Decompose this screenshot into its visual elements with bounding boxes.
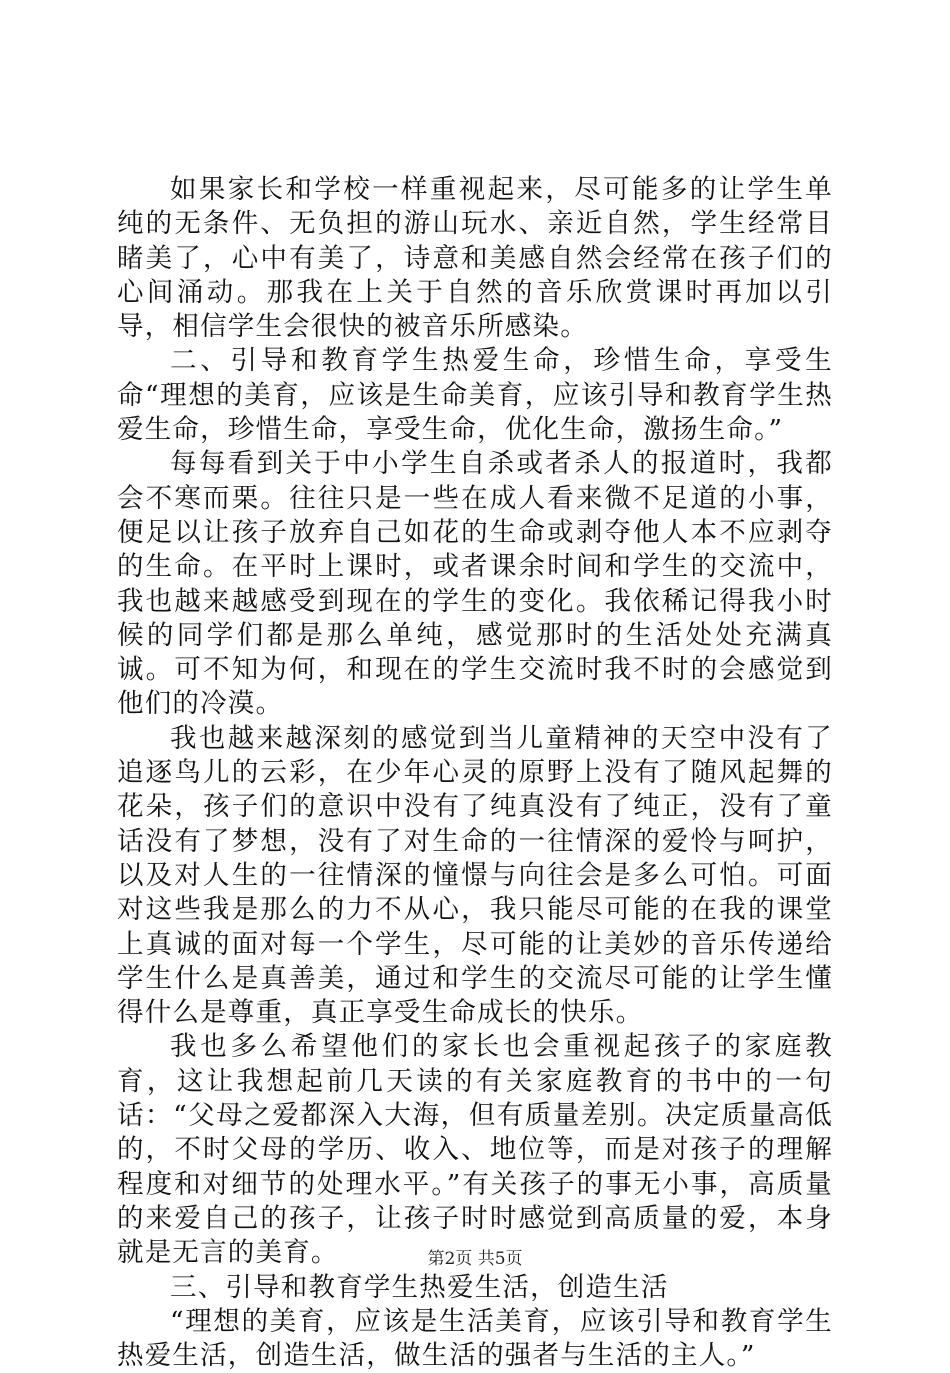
paragraph-family-education: 我也多么希望他们的家长也会重视起孩子的家庭教育，这让我想起前几天读的有关家庭教育的书中的一句话：“父母之爱都深入大海，但有质量差别。决定质量高低的，不时父母的学历、收入、地位等，而是对孩子的理解程度和对细节的处理水平。”有关孩子的事无小事，高质量的来爱自己的孩子，让孩子时时感觉到高质量的爱，本身就是无言的美育。: [117, 1031, 833, 1269]
paragraph-childhood-spirit: 我也越来越深刻的感觉到当儿童精神的天空中没有了追逐鸟儿的云彩，在少年心灵的原野上没有了随风起舞的花朵，孩子们的意识中没有了纯真没有了纯正，没有了童话没有了梦想，没有了对生命的一往情深的爱怜与呵护，以及对人生的一往情深的憧憬与向往会是多么可怕。可面对这些我是那么的力不从心，我只能尽可能的在我的课堂上真诚的面对每一个学生，尽可能的让美妙的音乐传递给学生什么是真善美，通过和学生的交流尽可能的让学生懂得什么是尊重，真正享受生命成长的快乐。: [117, 722, 833, 1029]
document-body: [117, 173, 833, 1373]
paragraph-ideal-aesthetic-education: “理想的美育，应该是生活美育，应该引导和教育学生热爱生活，创造生活，做生活的强者与生活的主人。”: [117, 1305, 833, 1372]
section-heading-love-life: 二、引导和教育学生热爱生命，珍惜生命，享受生命“理想的美育，应该是生命美育，应该引导和教育学生热爱生命，珍惜生命，享受生命，优化生命，激扬生命。”: [117, 345, 833, 446]
paragraph-student-suicide-news: 每每看到关于中小学生自杀或者杀人的报道时，我都会不寒而栗。往往只是一些在成人看来微不足道的小事，便足以让孩子放弃自己如花的生命或剥夺他人本不应剥夺的生命。在平时上课时，或者课余时间和学生的交流中，我也越来越感受到现在的学生的变化。我依稀记得我小时候的同学们都是那么单纯，感觉那时的生活处处充满真诚。可不知为何，和现在的学生交流时我不时的会感觉到他们的冷漠。: [117, 448, 833, 720]
paragraph-nature-music: 如果家长和学校一样重视起来，尽可能多的让学生单纯的无条件、无负担的游山玩水、亲近自然，学生经常目睹美了，心中有美了，诗意和美感自然会经常在孩子们的心间涌动。那我在上关于自然的音乐欣赏课时再加以引导，相信学生会很快的被音乐所感染。: [117, 174, 833, 343]
page-number-footer: 第2页 共5页: [427, 1249, 523, 1269]
section-heading-love-living: 三、引导和教育学生热爱生活，创造生活: [170, 1271, 669, 1303]
